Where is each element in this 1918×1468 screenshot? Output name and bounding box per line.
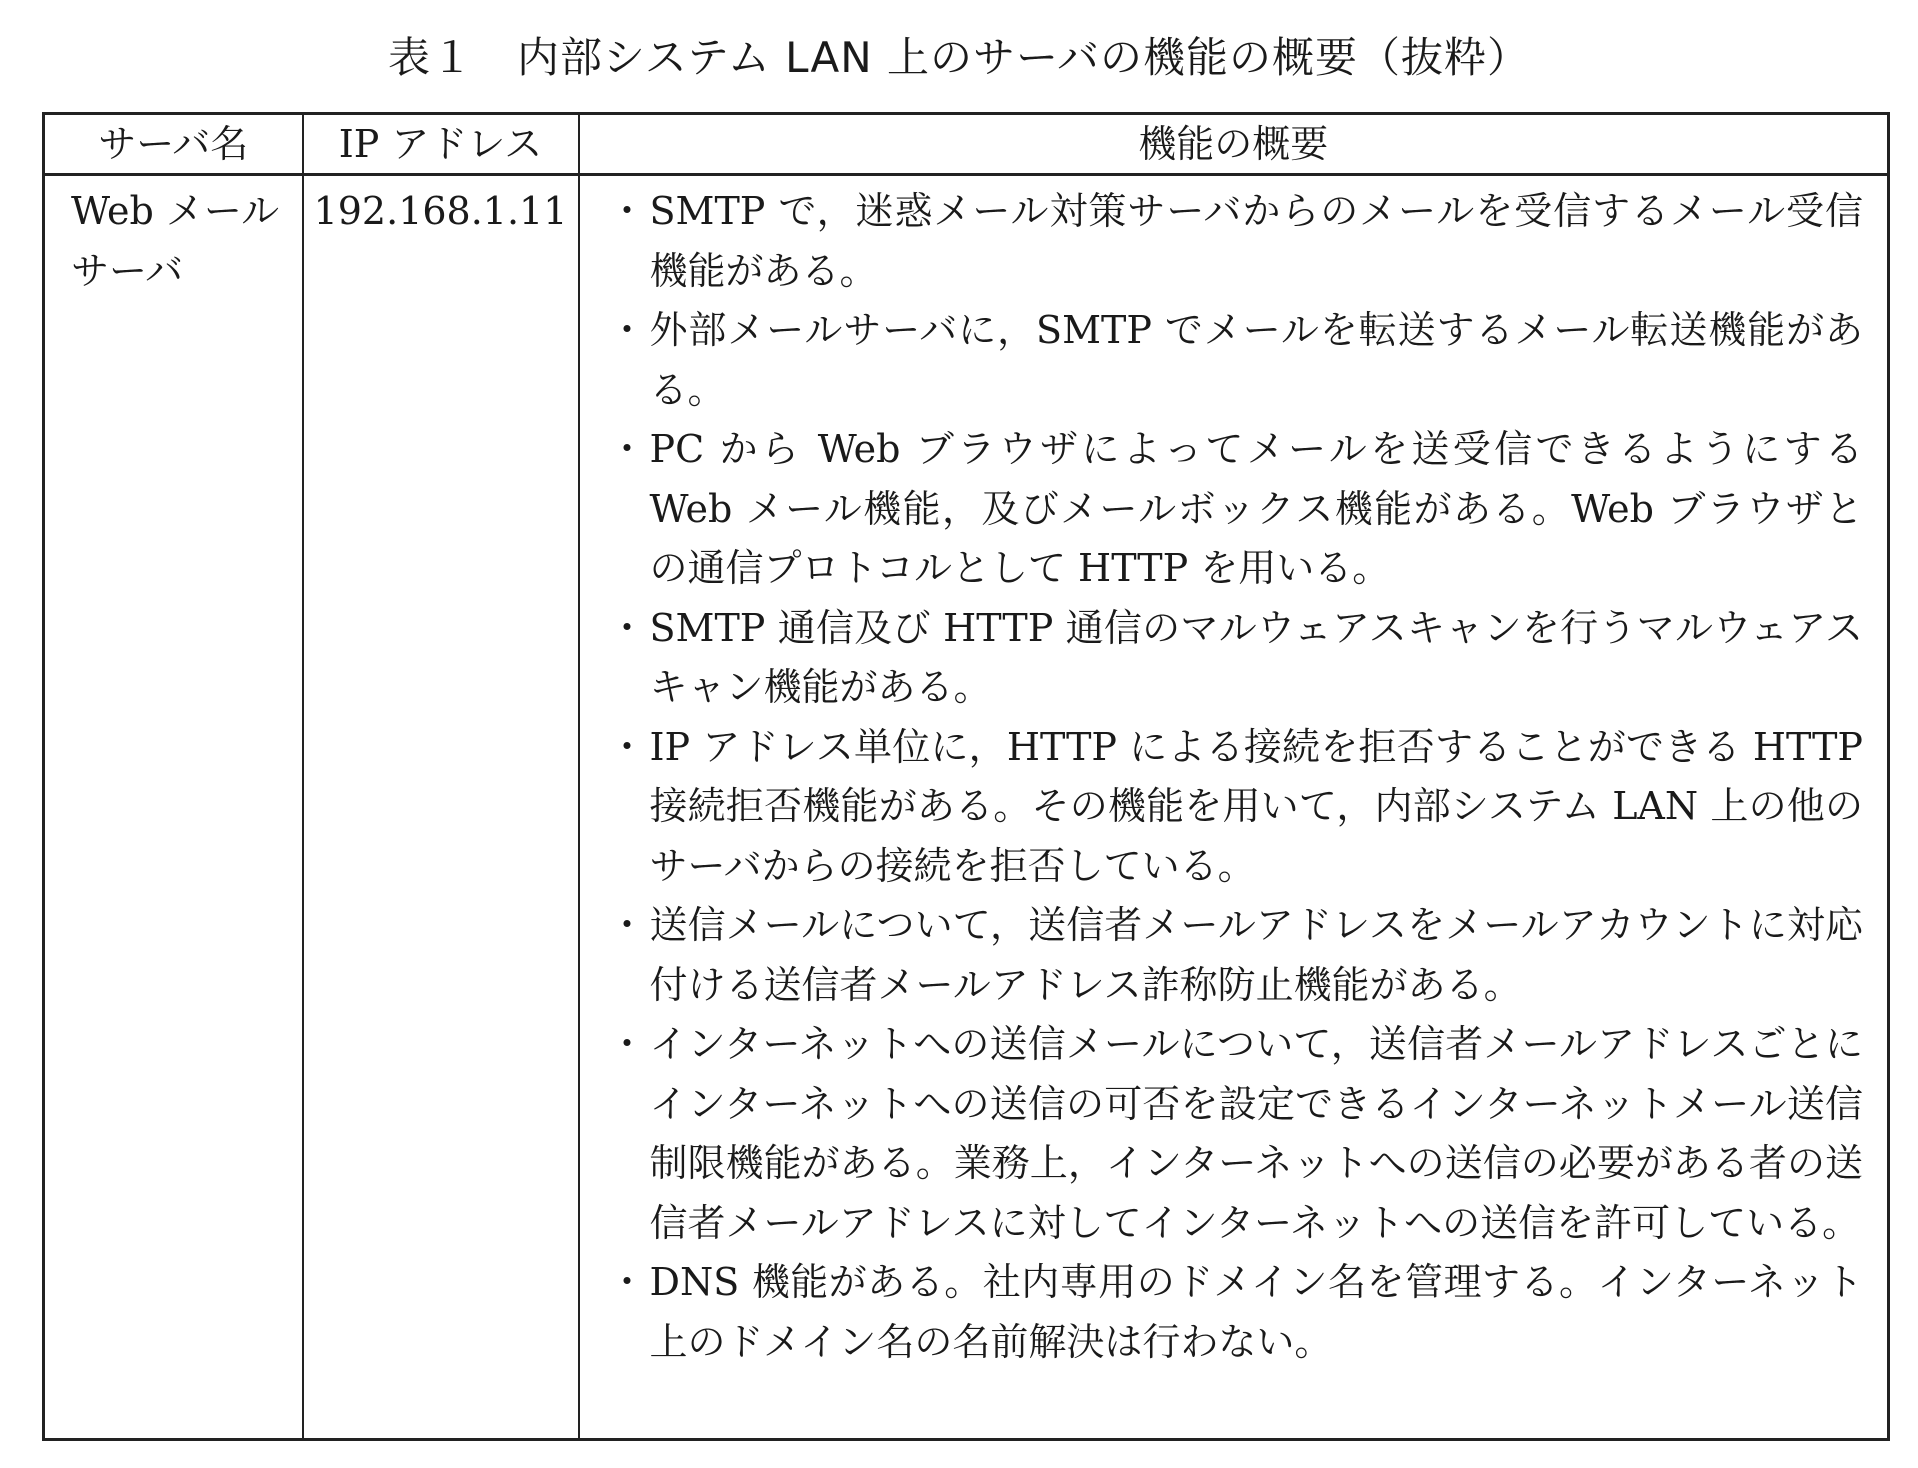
function-text: 外部メールサーバに，SMTP でメールを転送するメール転送機能がある。 — [649, 308, 1863, 412]
function-text: 送信メールについて，送信者メールアドレスをメールアカウントに対応付ける送信者メールアドレス詐称防止機能がある。 — [649, 903, 1863, 1007]
function-list — [580, 182, 1888, 1372]
list-item — [618, 301, 1864, 420]
server-name-line1: Web メール — [71, 189, 280, 233]
function-text: SMTP で，迷惑メール対策サーバからのメールを受信するメール受信機能がある。 — [649, 189, 1863, 293]
bullet-mark: ･ — [617, 1260, 637, 1304]
bullet-mark: ･ — [617, 427, 637, 471]
header-ip-address: IP アドレス — [303, 114, 579, 175]
bullet-mark: ･ — [617, 189, 637, 233]
list-item — [618, 718, 1864, 897]
list-item — [618, 599, 1864, 718]
list-item — [618, 896, 1864, 1015]
table-row — [44, 175, 1889, 1440]
header-function-overview: 機能の概要 — [579, 114, 1889, 175]
list-item — [618, 1015, 1864, 1253]
list-item — [618, 1253, 1864, 1372]
server-name-cell — [44, 175, 303, 1440]
function-text: インターネットへの送信メールについて，送信者メールアドレスごとにインターネットへの送信の可否を設定できるインターネットメール送信制限機能がある。業務上，インターネットへの送信の必要がある者の送信者メールアドレスに対してインターネットへの送信を許可している。 — [649, 1022, 1863, 1245]
list-item — [618, 182, 1864, 301]
table-header-row — [44, 114, 1889, 175]
bullet-mark: ･ — [617, 903, 637, 947]
server-function-table — [42, 112, 1890, 1441]
server-name-line2: サーバ — [71, 248, 184, 293]
ip-address-cell: 192.168.1.11 — [303, 175, 579, 1440]
function-text: IP アドレス単位に，HTTP による接続を拒否することができる HTTP 接続拒否機能がある。その機能を用いて，内部システム LAN 上の他のサーバからの接続を拒否している。 — [649, 724, 1863, 888]
function-text: DNS 機能がある。社内専用のドメイン名を管理する。インターネット上のドメイン名の名前解決は行わない。 — [649, 1260, 1863, 1364]
table-caption: 表１ 内部システム LAN 上のサーバの機能の概要（抜粋） — [388, 33, 1530, 82]
list-item — [618, 420, 1864, 599]
function-text: SMTP 通信及び HTTP 通信のマルウェアスキャンを行うマルウェアスキャン機能がある。 — [649, 605, 1863, 709]
bullet-mark: ･ — [617, 308, 637, 352]
bullet-mark: ･ — [617, 1022, 637, 1066]
bullet-mark: ･ — [617, 724, 637, 769]
function-text: PC から Web ブラウザによってメールを送受信できるようにする Web メール機能，及びメールボックス機能がある。Web ブラウザとの通信プロトコルとして HTTP を用いる。 — [649, 427, 1863, 590]
function-cell — [579, 175, 1889, 1440]
bullet-mark: ･ — [617, 605, 637, 650]
header-server-name: サーバ名 — [44, 114, 303, 175]
